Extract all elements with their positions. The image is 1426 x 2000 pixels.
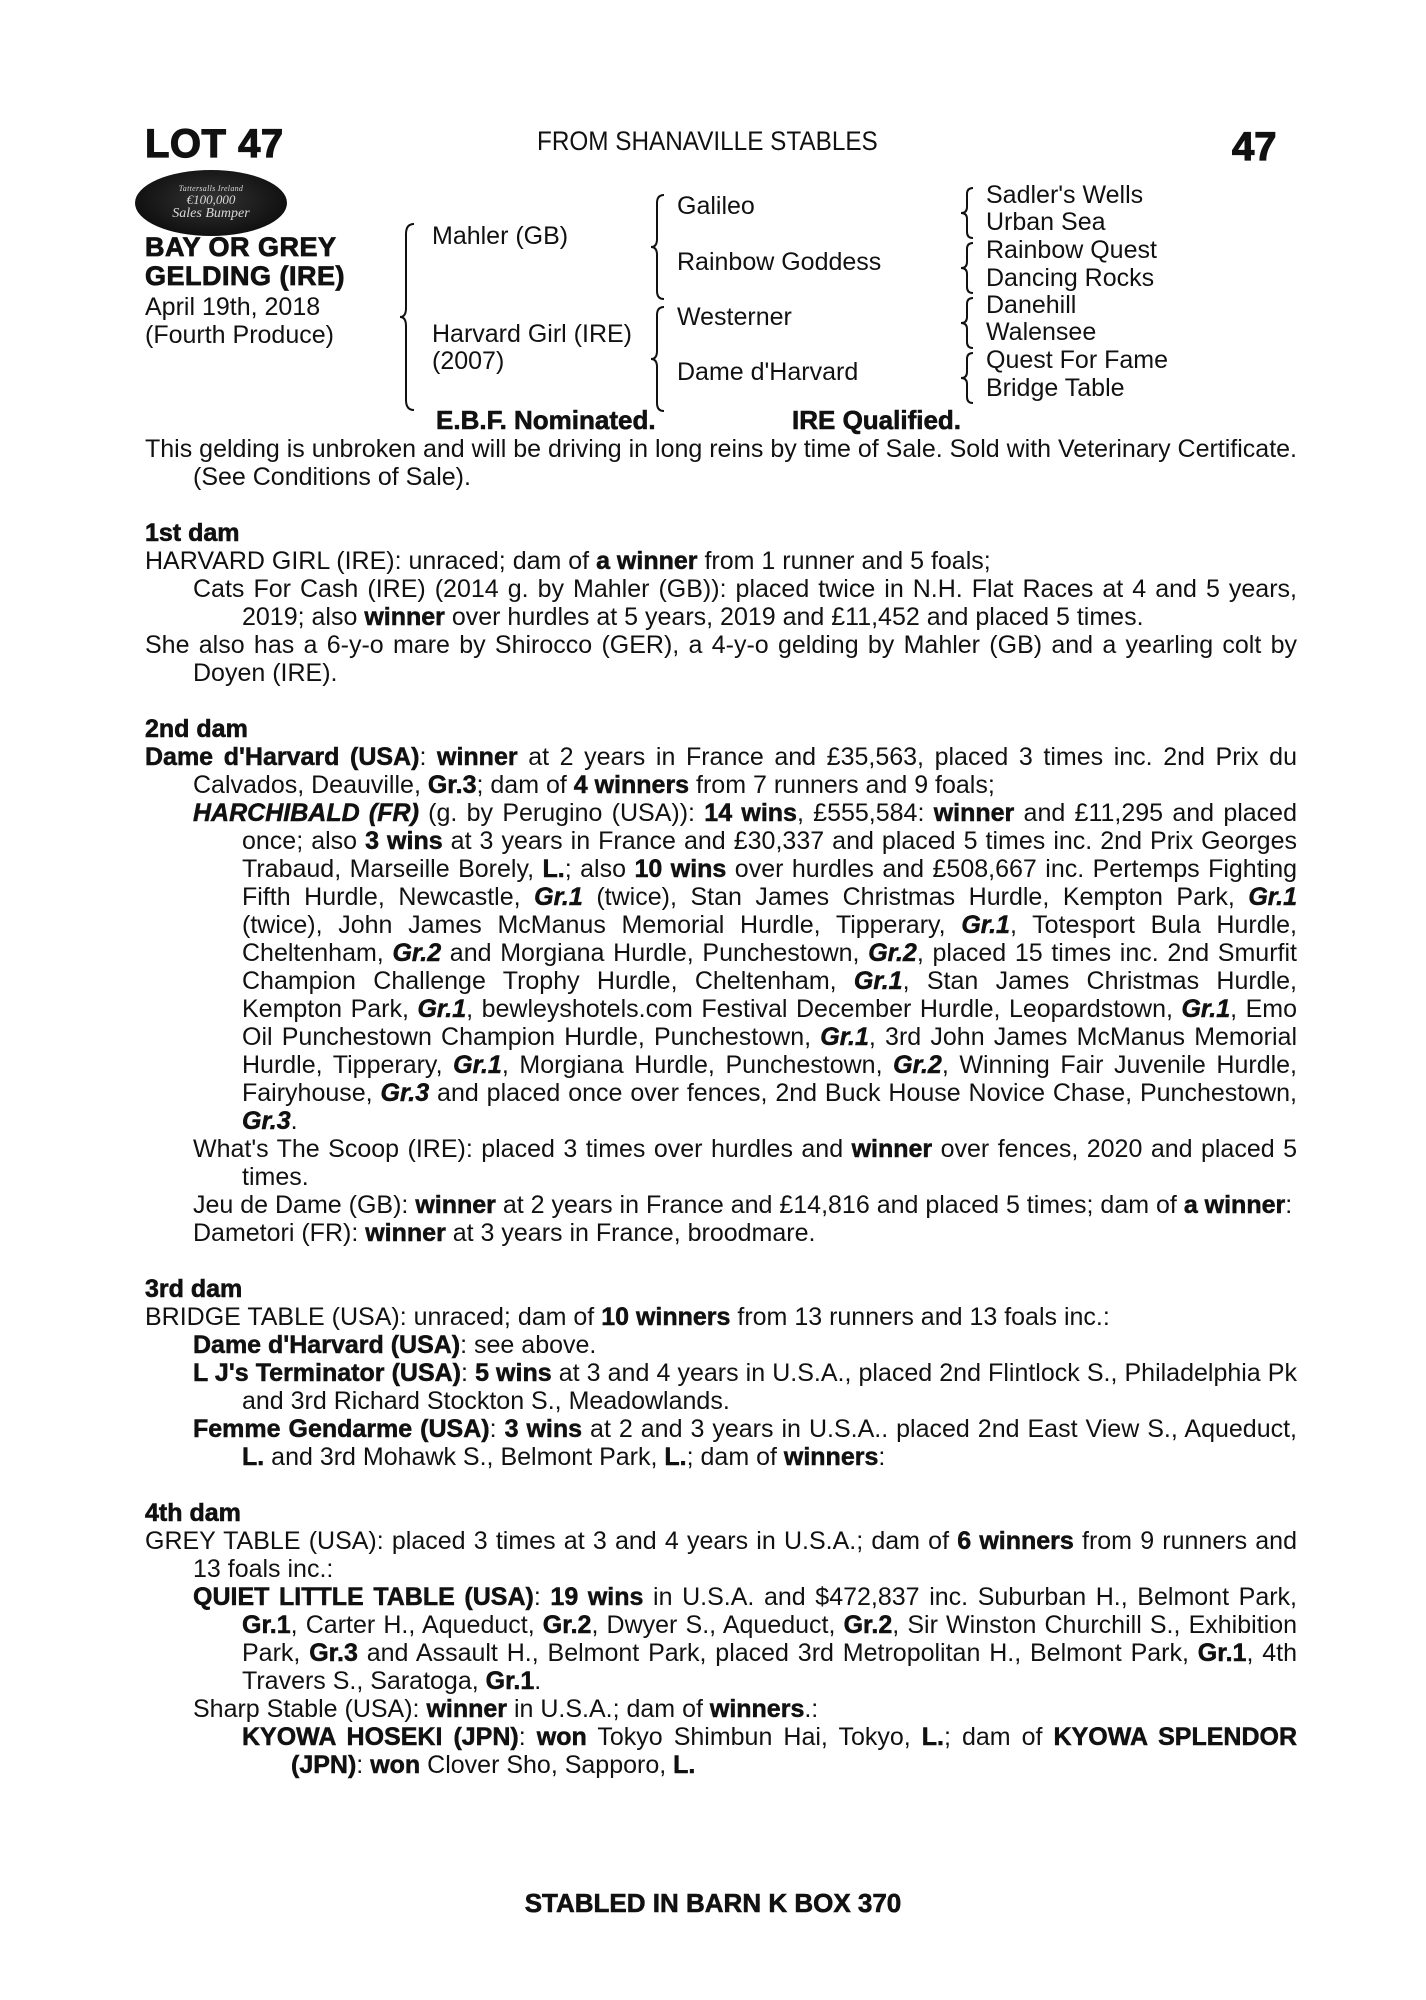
emphasis-text: L. [664, 1443, 687, 1471]
text-run: from 13 runners and 13 foals inc.: [730, 1303, 1110, 1331]
emphasis-text: winner [365, 1219, 446, 1247]
consignor-heading: FROM SHANAVILLE STABLES [537, 126, 878, 156]
emphasis-text: 19 wins [550, 1583, 644, 1611]
emphasis-text: winner [426, 1695, 508, 1723]
emphasis-text: Gr.3 [380, 1079, 430, 1107]
pedigree-paragraph [145, 547, 1297, 575]
text-run: : [533, 1583, 551, 1611]
emphasis-text: Gr.2 [868, 939, 917, 967]
pedigree-gen3-item: Walensee [986, 318, 1097, 346]
pedigree-paragraph [145, 1527, 1297, 1583]
text-run: Jeu de Dame (GB): [193, 1191, 416, 1219]
pedigree-gen3-item: Sadler's Wells [986, 181, 1144, 209]
pedigree-gen2-item: Rainbow Goddess [677, 248, 882, 276]
progeny-entry [145, 1359, 1297, 1415]
text-run: This gelding is unbroken and will be driving in long reins by time of Sale. Sold with Veterinary Certificate. (See Conditions of Sale). [145, 435, 1297, 491]
stabling-location: STABLED IN BARN K BOX 370 [524, 1888, 902, 1918]
catalogue-body [145, 435, 1297, 1779]
text-run: : [356, 1751, 371, 1779]
text-run: over hurdles and £508,667 inc. Pertemps Fighting Fifth Hurdle, Newcastle, [242, 855, 1298, 911]
pedigree-gen3-item: Rainbow Quest [986, 236, 1157, 264]
foaling-date: April 19th, 2018 [145, 293, 321, 321]
badge-line-2: €100,000 [186, 192, 236, 208]
text-run: ; dam of [686, 1443, 784, 1471]
emphasis-text: Gr.1 [961, 911, 1010, 939]
progeny-entry [145, 1415, 1297, 1471]
text-run: and Morgiana Hurdle, Punchestown, [441, 939, 869, 967]
emphasis-text: 10 winners [601, 1303, 731, 1331]
ire-qualified: IRE Qualified. [792, 405, 962, 435]
produce-number: (Fourth Produce) [145, 321, 334, 349]
text-run: (twice), John James McManus Memorial Hurdle, Tipperary, [242, 911, 962, 939]
emphasis-text: Gr.1 [853, 967, 903, 995]
text-run: : [1285, 1191, 1293, 1219]
text-run: in U.S.A. and $472,837 inc. Suburban H., Belmont Park, [643, 1583, 1297, 1611]
emphasis-text: Gr.1 [1181, 995, 1231, 1023]
emphasis-text: L. [242, 1443, 265, 1471]
text-run: , Carter H., Aqueduct, [290, 1611, 543, 1639]
emphasis-text: won [370, 1751, 421, 1779]
text-run: Cats For Cash (IRE) (2014 g. by Mahler (GB)): placed twice in N.H. Flat Races at 4 and 5 years, 2019; also [193, 575, 1297, 631]
text-run: BRIDGE TABLE (USA): unraced; dam of [145, 1303, 602, 1331]
pedigree-gen2-item: Galileo [677, 192, 755, 220]
emphasis-text: Gr.2 [392, 939, 442, 967]
text-run: from 7 runners and 9 foals; [689, 771, 995, 799]
emphasis-text: won [536, 1723, 587, 1751]
emphasis-text: winner [437, 743, 518, 771]
progeny-entry [145, 1219, 1297, 1247]
pedigree-dam-year: (2007) [432, 347, 505, 375]
text-run: and 3rd Mohawk S., Belmont Park, [264, 1443, 665, 1471]
text-run: Dametori (FR): [193, 1219, 366, 1247]
pedigree-gen3-item: Quest For Fame [986, 346, 1168, 374]
text-run: : [518, 1723, 537, 1751]
emphasis-text: Gr.2 [542, 1611, 592, 1639]
horse-type-line-1: BAY OR GREY [145, 232, 337, 262]
emphasis-text: Gr.2 [843, 1611, 893, 1639]
lot-number: 47 [1232, 125, 1277, 169]
emphasis-text: winner [851, 1135, 933, 1163]
progeny-entry [145, 1191, 1297, 1219]
text-run: at 3 years in France, broodmare. [445, 1219, 816, 1247]
emphasis-text: L. [542, 855, 565, 883]
text-run: .: [804, 1695, 819, 1723]
emphasis-text: winners [783, 1443, 879, 1471]
emphasis-text: winner [364, 603, 445, 631]
text-run: , bewleyshotels.com Festival December Hurdle, Leopardstown, [466, 995, 1182, 1023]
text-run: ; dam of [943, 1723, 1054, 1751]
section-heading: 2nd dam [145, 715, 248, 743]
progeny-entry [145, 1723, 1297, 1779]
emphasis-text: Gr.1 [485, 1667, 535, 1695]
text-run: She also has a 6-y-o mare by Shirocco (GER), a 4-y-o gelding by Mahler (GB) and a yearling colt by Doyen (IRE). [145, 631, 1297, 687]
text-run: at 3 and 4 years in U.S.A., placed 2nd Flintlock S., Philadelphia Pk and 3rd Richard Stockton S., Meadowlands. [242, 1359, 1297, 1415]
emphasis-text: Gr.1 [417, 995, 467, 1023]
emphasis-text: winner [415, 1191, 496, 1219]
text-run: , 3rd John James McManus Memorial Hurdle, Tipperary, [242, 1023, 1297, 1079]
text-run: and Assault H., Belmont Park, placed 3rd Metropolitan H., Belmont Park, [357, 1639, 1198, 1667]
text-run: at 2 years in France and £14,816 and placed 5 times; dam of [495, 1191, 1184, 1219]
emphasis-text: L J's Terminator (USA) [193, 1359, 462, 1387]
pedigree-brace-gen2-dam [648, 305, 672, 413]
text-run: , £555,584: [796, 799, 934, 827]
emphasis-text: Dame d'Harvard (USA) [145, 743, 420, 771]
horse-type-line-2: GELDING (IRE) [145, 261, 345, 291]
text-run: , placed 15 times inc. 2nd Smurfit Champion Challenge Trophy Hurdle, Cheltenham, [242, 939, 1297, 995]
progeny-entry [145, 799, 1297, 1135]
emphasis-text: winners [709, 1695, 805, 1723]
emphasis-text: Gr.1 [1197, 1639, 1247, 1667]
progeny-entry [145, 1583, 1297, 1695]
text-run: at 2 and 3 years in U.S.A.. placed 2nd East View S., Aqueduct, [582, 1415, 1297, 1443]
badge-line-1: Tattersalls Ireland [178, 183, 244, 193]
pedigree-gen3-item: Danehill [986, 291, 1077, 319]
text-run: , 4th Travers S., Saratoga, [242, 1639, 1297, 1695]
text-run: : [419, 743, 438, 771]
pedigree-sire: Mahler (GB) [432, 222, 569, 250]
lot-title: LOT 47 [145, 122, 284, 166]
emphasis-text: Dame d'Harvard (USA) [193, 1331, 461, 1359]
pedigree-brace-gen3 [957, 351, 979, 405]
emphasis-text: a winner [1183, 1191, 1286, 1219]
emphasis-text: Gr.2 [893, 1051, 942, 1079]
text-run: What's The Scoop (IRE): placed 3 times over hurdles and [193, 1135, 852, 1163]
emphasis-text: Gr.1 [1248, 883, 1297, 911]
text-run: (twice), Stan James Christmas Hurdle, Kempton Park, [582, 883, 1249, 911]
text-run: Clover Sho, Sapporo, [420, 1751, 674, 1779]
text-run: , Winning Fair Juvenile Hurdle, Fairyhouse, [242, 1051, 1297, 1107]
pedigree-gen2-item: Dame d'Harvard [677, 358, 859, 386]
emphasis-text: Gr.3 [309, 1639, 358, 1667]
text-run: . [534, 1667, 542, 1695]
text-run: . [290, 1107, 298, 1135]
pedigree-brace-gen1 [398, 222, 422, 412]
progeny-entry [145, 575, 1297, 631]
text-run: at 3 years in France and £30,337 and placed 5 times inc. 2nd Prix Georges Trabaud, Marseille Borely, [242, 827, 1297, 883]
pedigree-brace-gen2-sire [648, 193, 672, 301]
emphasis-text: Gr.3 [427, 771, 477, 799]
emphasis-text: Gr.1 [453, 1051, 502, 1079]
emphasis-text: 4 winners [573, 771, 690, 799]
emphasis-text: winner [933, 799, 1015, 827]
emphasis-text: L. [673, 1751, 696, 1779]
text-run: at 2 years in France and £35,563, placed 3 times inc. 2nd Prix du Calvados, Deauville, [193, 743, 1297, 799]
emphasis-text: 10 wins [634, 855, 727, 883]
text-run: ; also [564, 855, 635, 883]
text-run: Sharp Stable (USA): [193, 1695, 427, 1723]
progeny-entry [145, 1331, 1297, 1359]
progeny-entry [145, 1135, 1297, 1191]
text-run: ; dam of [476, 771, 574, 799]
text-run: : [461, 1359, 476, 1387]
text-run: Tokyo Shimbun Hai, Tokyo, [586, 1723, 922, 1751]
pedigree-dam: Harvard Girl (IRE) [432, 320, 633, 348]
text-run: over fences, 2020 and placed 5 times. [242, 1135, 1298, 1191]
emphasis-text: QUIET LITTLE TABLE (USA) [193, 1583, 534, 1611]
emphasis-text: KYOWA SPLENDOR (JPN) [291, 1723, 1298, 1779]
pedigree-gen3-item: Bridge Table [986, 374, 1125, 402]
text-run: over hurdles at 5 years, 2019 and £11,452 and placed 5 times. [444, 603, 1144, 631]
text-run: , Totesport Bula Hurdle, Cheltenham, [242, 911, 1298, 967]
emphasis-text: Gr.3 [242, 1107, 291, 1135]
text-run: : [878, 1443, 886, 1471]
text-run: , Dwyer S., Aqueduct, [591, 1611, 844, 1639]
emphasis-text: a winner [596, 547, 698, 575]
pedigree-brace-gen3 [957, 186, 979, 240]
emphasis-text: HARCHIBALD (FR) [193, 799, 419, 827]
text-run: in U.S.A.; dam of [507, 1695, 710, 1723]
text-run: HARVARD GIRL (IRE): unraced; dam of [145, 547, 597, 575]
emphasis-text: 5 wins [475, 1359, 552, 1387]
text-run: and £11,295 and placed once; also [242, 799, 1297, 855]
section-heading: 1st dam [145, 519, 240, 547]
text-run: : see above. [460, 1331, 597, 1359]
emphasis-text: Gr.1 [534, 883, 583, 911]
text-run: from 1 runner and 5 foals; [697, 547, 991, 575]
text-run: , Sir Winston Churchill S., Exhibition Park, [242, 1611, 1297, 1667]
pedigree-brace-gen3 [957, 296, 979, 350]
emphasis-text: Gr.1 [820, 1023, 869, 1051]
text-run: GREY TABLE (USA): placed 3 times at 3 and 4 years in U.S.A.; dam of [145, 1527, 958, 1555]
emphasis-text: KYOWA HOSEKI (JPN) [242, 1723, 519, 1751]
pedigree-paragraph [145, 743, 1297, 799]
text-run: and placed once over fences, 2nd Buck House Novice Chase, Punchestown, [429, 1079, 1298, 1107]
section-heading: 4th dam [145, 1499, 241, 1527]
ebf-nominated: E.B.F. Nominated. [436, 405, 656, 435]
emphasis-text: 3 wins [504, 1415, 583, 1443]
emphasis-text: L. [921, 1723, 944, 1751]
emphasis-text: 6 winners [957, 1527, 1074, 1555]
pedigree-gen3-item: Dancing Rocks [986, 264, 1155, 292]
badge-line-3: Sales Bumper [172, 205, 250, 221]
text-run: from 9 runners and 13 foals inc.: [193, 1527, 1297, 1583]
pedigree-paragraph [145, 435, 1297, 491]
pedigree-gen2-item: Westerner [677, 303, 792, 331]
pedigree-gen3-item: Urban Sea [986, 208, 1106, 236]
emphasis-text: Gr.1 [242, 1611, 291, 1639]
text-run: : [489, 1415, 505, 1443]
pedigree-paragraph [145, 631, 1297, 687]
emphasis-text: 14 wins [704, 799, 797, 827]
text-run: , Morgiana Hurdle, Punchestown, [501, 1051, 894, 1079]
pedigree-paragraph [145, 1303, 1297, 1331]
text-run: , Emo Oil Punchestown Champion Hurdle, Punchestown, [242, 995, 1297, 1051]
sales-bumper-logo [135, 170, 287, 236]
progeny-entry [145, 1695, 1297, 1723]
emphasis-text: 3 wins [365, 827, 443, 855]
section-heading: 3rd dam [145, 1275, 243, 1303]
pedigree-brace-gen3 [957, 241, 979, 295]
text-run: , Stan James Christmas Hurdle, Kempton Park, [242, 967, 1297, 1023]
text-run: (g. by Perugino (USA)): [418, 799, 705, 827]
emphasis-text: Femme Gendarme (USA) [193, 1415, 490, 1443]
